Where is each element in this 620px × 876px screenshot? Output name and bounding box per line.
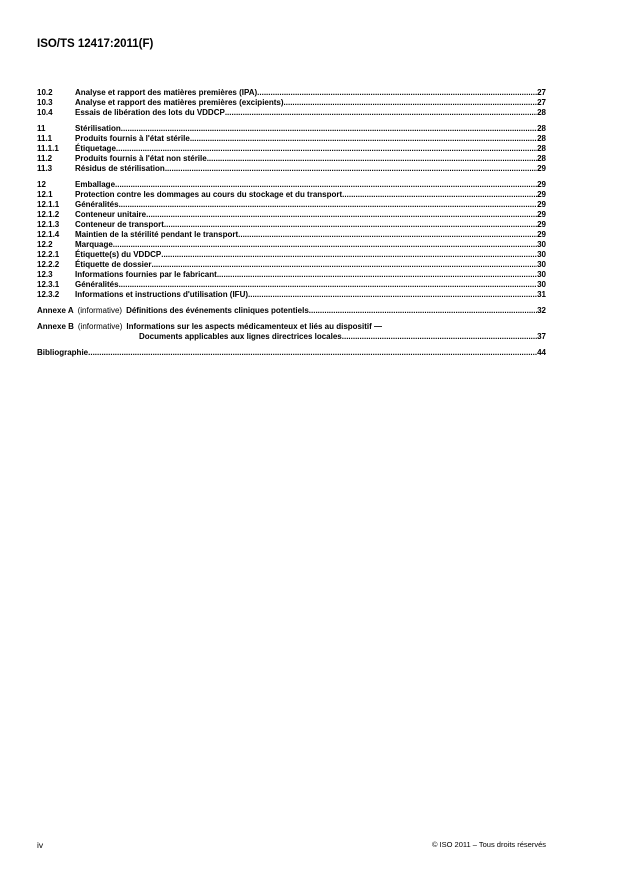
toc-title: Généralités [75, 200, 119, 209]
toc-title: Conteneur de transport [75, 220, 164, 229]
toc-page: 28 [537, 108, 546, 117]
leader-dots [116, 144, 537, 154]
leader-dots [88, 348, 537, 358]
toc-page: 28 [537, 144, 546, 153]
toc-title: Protection contre les dommages au cours du stockage et du transport [75, 190, 343, 199]
leader-dots [207, 154, 537, 164]
leader-dots [248, 290, 537, 300]
leader-dots [146, 210, 537, 220]
toc-page: 28 [537, 124, 546, 133]
toc-entry[interactable] [37, 190, 546, 200]
toc-entry[interactable] [37, 250, 546, 260]
leader-dots [113, 240, 537, 250]
toc-entry[interactable] [37, 240, 546, 250]
leader-dots [119, 200, 538, 210]
toc-entry[interactable] [37, 210, 546, 220]
annex-informative: (informative) [77, 306, 123, 315]
leader-dots [119, 280, 538, 290]
leader-dots [225, 108, 537, 118]
toc-entry[interactable] [37, 200, 546, 210]
toc-number: 12.2 [37, 240, 53, 249]
toc-number: 12.2.2 [37, 260, 60, 269]
toc-number: 12 [37, 180, 46, 189]
toc-entry[interactable] [37, 154, 546, 164]
toc-page: 29 [537, 180, 546, 189]
toc-entry[interactable] [37, 144, 546, 154]
toc-number: 11 [37, 124, 46, 133]
toc-entry[interactable] [37, 124, 546, 134]
page-number: iv [37, 840, 44, 850]
toc-page: 28 [537, 154, 546, 163]
leader-dots [257, 88, 537, 98]
toc-number: 11.2 [37, 154, 53, 163]
table-of-contents [37, 88, 546, 358]
toc-entry[interactable] [37, 290, 546, 300]
toc-title: Stérilisation [75, 124, 121, 133]
toc-page: 29 [537, 220, 546, 229]
toc-page: 32 [537, 306, 546, 315]
toc-page: 29 [537, 190, 546, 199]
toc-page: 44 [537, 348, 546, 357]
toc-page: 37 [537, 332, 546, 341]
annex-title: Définitions des événements cliniques potentiels [126, 306, 309, 315]
toc-number: 11.1 [37, 134, 53, 143]
document-id: ISO/TS 12417:2011(F) [37, 38, 154, 50]
toc-page: 29 [537, 200, 546, 209]
toc-entry[interactable] [37, 220, 546, 230]
toc-title: Informations et instructions d'utilisation (IFU) [75, 290, 249, 299]
toc-number: 12.1.2 [37, 210, 60, 219]
leader-dots [190, 134, 537, 144]
toc-number: 12.2.1 [37, 250, 60, 259]
leader-dots [115, 180, 537, 190]
toc-entry[interactable] [37, 98, 546, 108]
leader-dots [284, 98, 538, 108]
toc-entry[interactable] [37, 280, 546, 290]
toc-number: 11.1.1 [37, 144, 59, 153]
annex-informative: (informative) [77, 322, 123, 331]
toc-page: 28 [537, 134, 546, 143]
toc-title: Produits fournis à l'état non stérile [75, 154, 207, 163]
toc-title: Bibliographie [37, 348, 89, 357]
toc-entry[interactable] [37, 230, 546, 240]
toc-number: 12.3 [37, 270, 53, 279]
toc-number: 10.4 [37, 108, 53, 117]
annex-title-line2: Documents applicables aux lignes directrices locales [139, 332, 342, 341]
toc-entry[interactable] [37, 260, 546, 270]
leader-dots [342, 190, 537, 200]
toc-title: Informations fournies par le fabricant [75, 270, 217, 279]
toc-entry[interactable] [37, 270, 546, 280]
toc-entry-annex-b[interactable] [37, 322, 546, 342]
leader-dots [217, 270, 537, 280]
toc-page: 29 [537, 210, 546, 219]
toc-title: Produits fournis à l'état stérile [75, 134, 190, 143]
toc-page: 30 [537, 240, 546, 249]
toc-page: 30 [537, 250, 546, 259]
toc-page: 30 [537, 260, 546, 269]
copyright-notice: © ISO 2011 – Tous droits réservés [431, 840, 546, 849]
toc-number: 12.1 [37, 190, 53, 199]
leader-dots [161, 250, 537, 260]
toc-page: 29 [537, 230, 546, 239]
leader-dots [164, 220, 537, 230]
toc-title: Analyse et rapport des matières premières (excipients) [75, 98, 284, 107]
annex-label: Annexe A [37, 306, 74, 315]
leader-dots [151, 260, 537, 270]
toc-title: Maintien de la stérilité pendant le transport [75, 230, 239, 239]
toc-title [37, 322, 382, 332]
leader-dots [342, 332, 537, 342]
toc-title: Analyse et rapport des matières premières (IPA) [75, 88, 258, 97]
annex-label: Annexe B [37, 322, 74, 331]
toc-number: 12.1.3 [37, 220, 60, 229]
toc-entry-bibliography[interactable] [37, 348, 546, 358]
toc-title: Étiquette de dossier [75, 260, 152, 269]
toc-page: 27 [537, 88, 546, 97]
toc-number: 12.1.4 [37, 230, 60, 239]
leader-dots [309, 306, 537, 316]
toc-page: 27 [537, 98, 546, 107]
toc-number: 12.1.1 [37, 200, 60, 209]
leader-dots [238, 230, 537, 240]
toc-title: Marquage [75, 240, 113, 249]
toc-page: 31 [537, 290, 546, 299]
toc-title: Étiquetage [75, 144, 116, 153]
toc-number: 10.2 [37, 88, 53, 97]
toc-entry[interactable] [37, 88, 546, 98]
toc-entry[interactable] [37, 180, 546, 190]
toc-number: 10.3 [37, 98, 53, 107]
annex-title-line1: Informations sur les aspects médicamenteux et liés au dispositif — [126, 322, 382, 331]
toc-number: 12.3.1 [37, 280, 60, 289]
toc-number: 12.3.2 [37, 290, 60, 299]
toc-entry[interactable] [37, 164, 546, 174]
toc-page: 30 [537, 280, 546, 289]
toc-entry-annex-a[interactable] [37, 306, 546, 316]
toc-title: Emballage [75, 180, 116, 189]
toc-title: Résidus de stérilisation [75, 164, 165, 173]
toc-entry[interactable] [37, 108, 546, 118]
leader-dots [165, 164, 537, 174]
toc-page: 29 [537, 164, 546, 173]
toc-title [37, 306, 309, 316]
leader-dots [121, 124, 537, 134]
toc-page: 30 [537, 270, 546, 279]
toc-title: Généralités [75, 280, 119, 289]
toc-title: Essais de libération des lots du VDDCP [75, 108, 225, 117]
toc-title: Conteneur unitaire [75, 210, 147, 219]
toc-entry[interactable] [37, 134, 546, 144]
toc-title: Étiquette(s) du VDDCP [75, 250, 162, 259]
toc-number: 11.3 [37, 164, 53, 173]
